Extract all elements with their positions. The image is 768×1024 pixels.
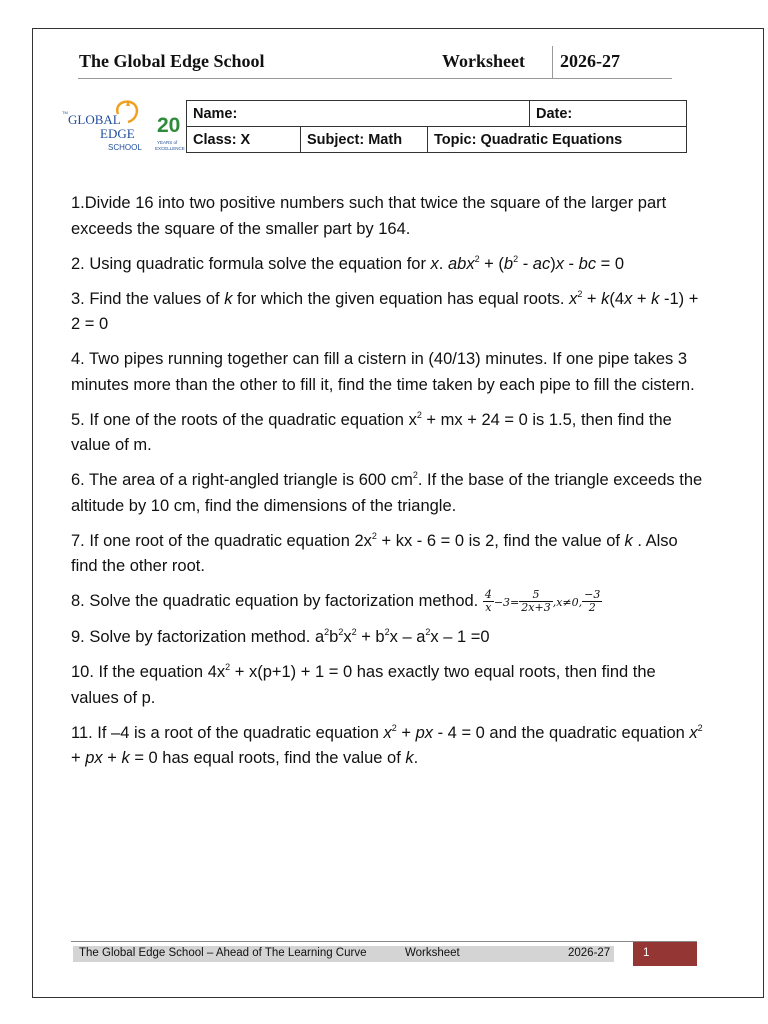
date-label: Date:: [536, 105, 573, 122]
logo-years-text1: YEARS of: [157, 140, 178, 145]
question-6: 6. The area of a right-angled triangle is 600 $cm^2$. If the base of the triangle exceeds the altitude by 10 cm, find the dimensions of the triangle.: [71, 470, 703, 515]
question-9: 9. Solve by factorization method. $a^2b^2x^2 + b^2x - a^2x - 1 =0$: [71, 627, 490, 646]
fraction-4-over-x: $\frac{4}{x}$: [484, 588, 492, 615]
question-list: [71, 191, 703, 781]
logo-line1: GLOBAL: [68, 112, 121, 127]
school-logo: [62, 98, 188, 156]
logo-years: 20: [157, 114, 181, 137]
page-footer: [71, 941, 697, 966]
logo-line3: SCHOOL: [108, 143, 142, 152]
logo-line2: EDGE: [100, 126, 135, 141]
student-info-table: [186, 100, 687, 153]
fraction-5-over-2x3: $\frac{5}{2x+3}$: [521, 588, 551, 615]
question-8: 8. Solve the quadratic equation by factorization method. $\frac{4}{x}$ −3= $\frac{5}{2x+3}$ ,x≠0, $\frac{-3}{2}$: [71, 588, 601, 615]
topic-label: Topic: Quadratic Equations: [434, 131, 623, 148]
question-5: 5. If one of the roots of the quadratic equation $x^2$ + mx + 24 = 0 is 1.5, then find the value of m.: [71, 409, 672, 454]
question-10: 10. If the equation $4x^2 + x(p+1) + 1 = 0$ has exactly two equal roots, then find the values of p.: [71, 662, 656, 707]
footer-worksheet: Worksheet: [405, 947, 460, 959]
question-1: 1.Divide 16 into two positive numbers such that twice the square of the larger part exceeds the square of the smaller part by 164.: [71, 194, 667, 238]
question-4: 4. Two pipes running together can fill a cistern in (40/13) minutes. If one pipe takes 3 minutes more than the other to fill it, find the time taken by each pipe to fill the cistern.: [71, 350, 695, 394]
logo-years-text2: EXCELLENCE: [155, 146, 185, 151]
class-cell: [187, 127, 301, 153]
question-11: 11. If –4 is a root of the quadratic equation $x^2$ + px - 4 = 0 and the quadratic equation $x^2$ + px + k = 0 has equal roots, find the value of k.: [71, 722, 703, 767]
school-title: The Global Edge School: [79, 51, 265, 71]
name-cell[interactable]: [187, 101, 530, 127]
subject-cell: [301, 127, 428, 153]
date-cell[interactable]: [530, 101, 687, 127]
header-divider: [552, 46, 553, 78]
header-year: 2026-27: [560, 51, 620, 71]
topic-cell: [428, 127, 687, 153]
footer-school: The Global Edge School – Ahead of The Learning Curve: [79, 947, 367, 959]
logo-tm: TM: [62, 110, 68, 115]
page-header: [78, 46, 672, 79]
footer-year: 2026-27: [568, 947, 611, 959]
page-number: 1: [633, 942, 697, 966]
question-2: 2. Using quadratic formula solve the equation for x. $abx^2 + (b^2 - ac)x$ - bc = 0: [71, 253, 625, 273]
question-3: 3. Find the values of k for which the given equation has equal roots. $x^2 + k(4x + k$ -1) + 2 = 0: [71, 288, 699, 333]
name-label: Name:: [193, 105, 238, 122]
class-label: Class: X: [193, 131, 251, 148]
question-7: 7. If one root of the quadratic equation $2x^2$ + kx - 6 = 0 is 2, find the value of k . Also find the other root.: [71, 530, 678, 575]
fraction-neg3-over-2: $\frac{-3}{2}$: [584, 588, 601, 615]
worksheet-title: Worksheet: [442, 51, 525, 71]
subject-label: Subject: Math: [307, 131, 403, 148]
